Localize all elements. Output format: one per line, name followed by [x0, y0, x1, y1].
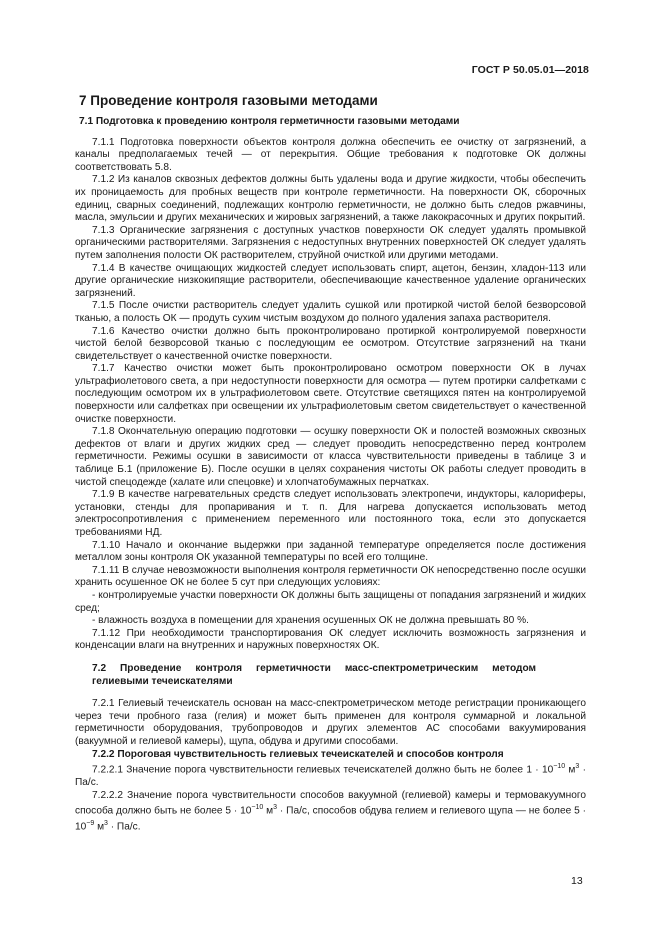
p7221-text: 7.2.2.1 Значение порога чувствительности гелиевых течеискателей должно быть не более [92, 764, 524, 776]
section-title: 7 Проведение контроля газовыми методами [79, 93, 378, 108]
p7221-unit-exponent: 3 [575, 763, 580, 771]
paragraph-7-1-4: 7.1.4 В качестве очищающих жидкостей следует использовать спирт, ацетон, бензин, хладон-113 или другие органические низкокипящие растворители, обеспечивающие качественное удаление органических загрязнений. [75, 262, 586, 299]
p7222-exponent1: −10 [251, 804, 264, 812]
paragraph-7-1-11: 7.1.11 В случае невозможности выполнения контроля герметичности ОК непосредственно после осушки хранить осушенное ОК не более 5 сут при следующих условиях: [75, 564, 586, 589]
paragraph-7-1-9: 7.1.9 В качестве нагревательных средств следует использовать электропечи, индукторы, калориферы, установки, стенды для пропаривания и т. п. Для нагрева допускается использовать метод электросопротивления с применением переменного или постоянного тока, если это допускается требованиями НД. [75, 489, 586, 538]
p7221-value: 1 · 10 [526, 764, 554, 776]
list-item-1: - контролируемые участки поверхности ОК должны быть защищены от попадания загрязнений и жидких сред; [75, 589, 586, 614]
paragraph-7-1-7: 7.1.7 Качество очистки может быть проконтролировано осмотром поверхности ОК в лучах ультрафиолетового света, а при недоступности поверхности для осмотра — путем протирки салфетками с последующим осмотром их в ультрафиолетовом свете. Отсутствие светящихся пятен на контролируемой поверхности или салфетках при освещении их ультрафиолетовым светом свидетельствует о качественной очистке поверхности. [75, 363, 586, 425]
paragraph-7-1-12: 7.1.12 При необходимости транспортирования ОК следует исключить возможность загрязнения и конденсации влаги на внутренних и наружных поверхностях ОК. [75, 627, 586, 652]
paragraph-7-1-5: 7.1.5 После очистки растворитель следует удалить сушкой или протиркой чистой белой безворсовой тканью, а полость ОК — продуть сухим чистым воздухом до полного удаления запаха растворителя. [75, 300, 586, 324]
p7222-unit2: м [94, 821, 105, 833]
p7221-unit: м [565, 764, 576, 776]
p7222-text1: 7.2.2.2 Значение порога чувствительности способов вакуумной (гелиевой) камеры и термовакуумного способа должно быть не более 5 · 10 [75, 789, 586, 817]
p7222-tail: · Па/с. [107, 821, 141, 833]
paragraph-7-2-2-2 [75, 790, 586, 835]
paragraph-7-1-8: 7.1.8 Окончательную операцию подготовки — осушку поверхности ОК и полостей возможных сквозных дефектов от влаги и других жидких сред — следует проводить непосредственно перед контролем герметичности. Режимы осушки в зависимости от класса чувствительности приведены в таблице 3 и таблице Б.1 (приложение Б). После осушки в целях сохранения чистоты ОК работы следует проводить в чистой спецодежде (халате или спецовке) и хлопчатобумажных перчатках. [75, 426, 586, 488]
subsection-7-1-title: 7.1 Подготовка к проведению контроля герметичности газовыми методами [79, 116, 460, 127]
paragraph-7-1-6: 7.1.6 Качество очистки должно быть проконтролировано протиркой контролируемой поверхности чистой белой безворсовой тканью с последующим ее осмотром. Отсутствие загрязнений на ткани свидетельствует о качественной очистке поверхности. [75, 325, 586, 362]
paragraph-7-1-1: 7.1.1 Подготовка поверхности объектов контроля должна обеспечить ее очистку от загрязнений, а каналы предполагаемых течей — от перекрытия. Общие требования к подготовке ОК должны соответствовать 5.8. [75, 136, 586, 173]
p7222-unit1: м [263, 805, 274, 817]
paragraph-7-2-2-1 [75, 761, 586, 790]
page-content [75, 93, 586, 834]
list-item-2: - влажность воздуха в помещении для хранения осушенных ОК не должна превышать 80 %. [92, 615, 529, 627]
page-number: 13 [571, 875, 583, 887]
document-id: ГОСТ Р 50.05.01—2018 [471, 64, 589, 76]
p7221-unit-tail: · Па/с. [75, 764, 586, 789]
paragraph-7-1-10: 7.1.10 Начало и окончание выдержки при заданной температуре определяется после достижения металлом зоны контроля ОК указанной температуры по всей его толщине. [75, 539, 586, 564]
paragraph-7-2-1: 7.2.1 Гелиевый течеискатель основан на масс-спектрометрическом методе регистрации проникающего через течи пробного газа (гелия) и может быть применен для контроля суммарной и локальной герметичности оборудования, трубопроводов и других элементов АС способами вакуумирования (вакуумной и гелиевой камеры), щупа, обдува и другими способами. [75, 698, 586, 747]
paragraph-7-1-2: 7.1.2 Из каналов сквозных дефектов должны быть удалены вода и другие жидкости, чтобы обеспечить их проницаемость для пробных веществ при контроле герметичности. На поверхности ОК, сборочных единиц, сварных соединений, подлежащих контролю герметичности, не должно быть следов ржавчины, масла, эмульсии и других механических и жировых загрязнений, а также лакокрасочных и других покрытий. [75, 174, 586, 224]
p7222-text2: · Па/с, способов обдува гелием и гелиевого щупа — не более 5 · 10 [75, 805, 586, 833]
subsection-7-2-2-title: 7.2.2 Пороговая чувствительность гелиевых течеискателей и способов контроля [92, 748, 504, 760]
p7222-unit2-exponent: 3 [104, 820, 108, 828]
subsection-7-2-title: 7.2 Проведение контроля герметичности масс-спектрометрическим методом гелиевыми течеискателями [92, 662, 536, 687]
p7222-unit1-exponent: 3 [273, 804, 278, 812]
paragraph-7-1-3: 7.1.3 Органические загрязнения с доступных участков поверхности ОК следует удалять промывкой органическими растворителями. Загрязнения с недоступных внутренних поверхностей ОК следует удалять путем заполнения полости ОК растворителем, струйной очисткой или другими методами. [75, 224, 586, 261]
p7222-exponent2: −9 [86, 820, 95, 828]
p7221-exponent: −10 [553, 763, 566, 771]
